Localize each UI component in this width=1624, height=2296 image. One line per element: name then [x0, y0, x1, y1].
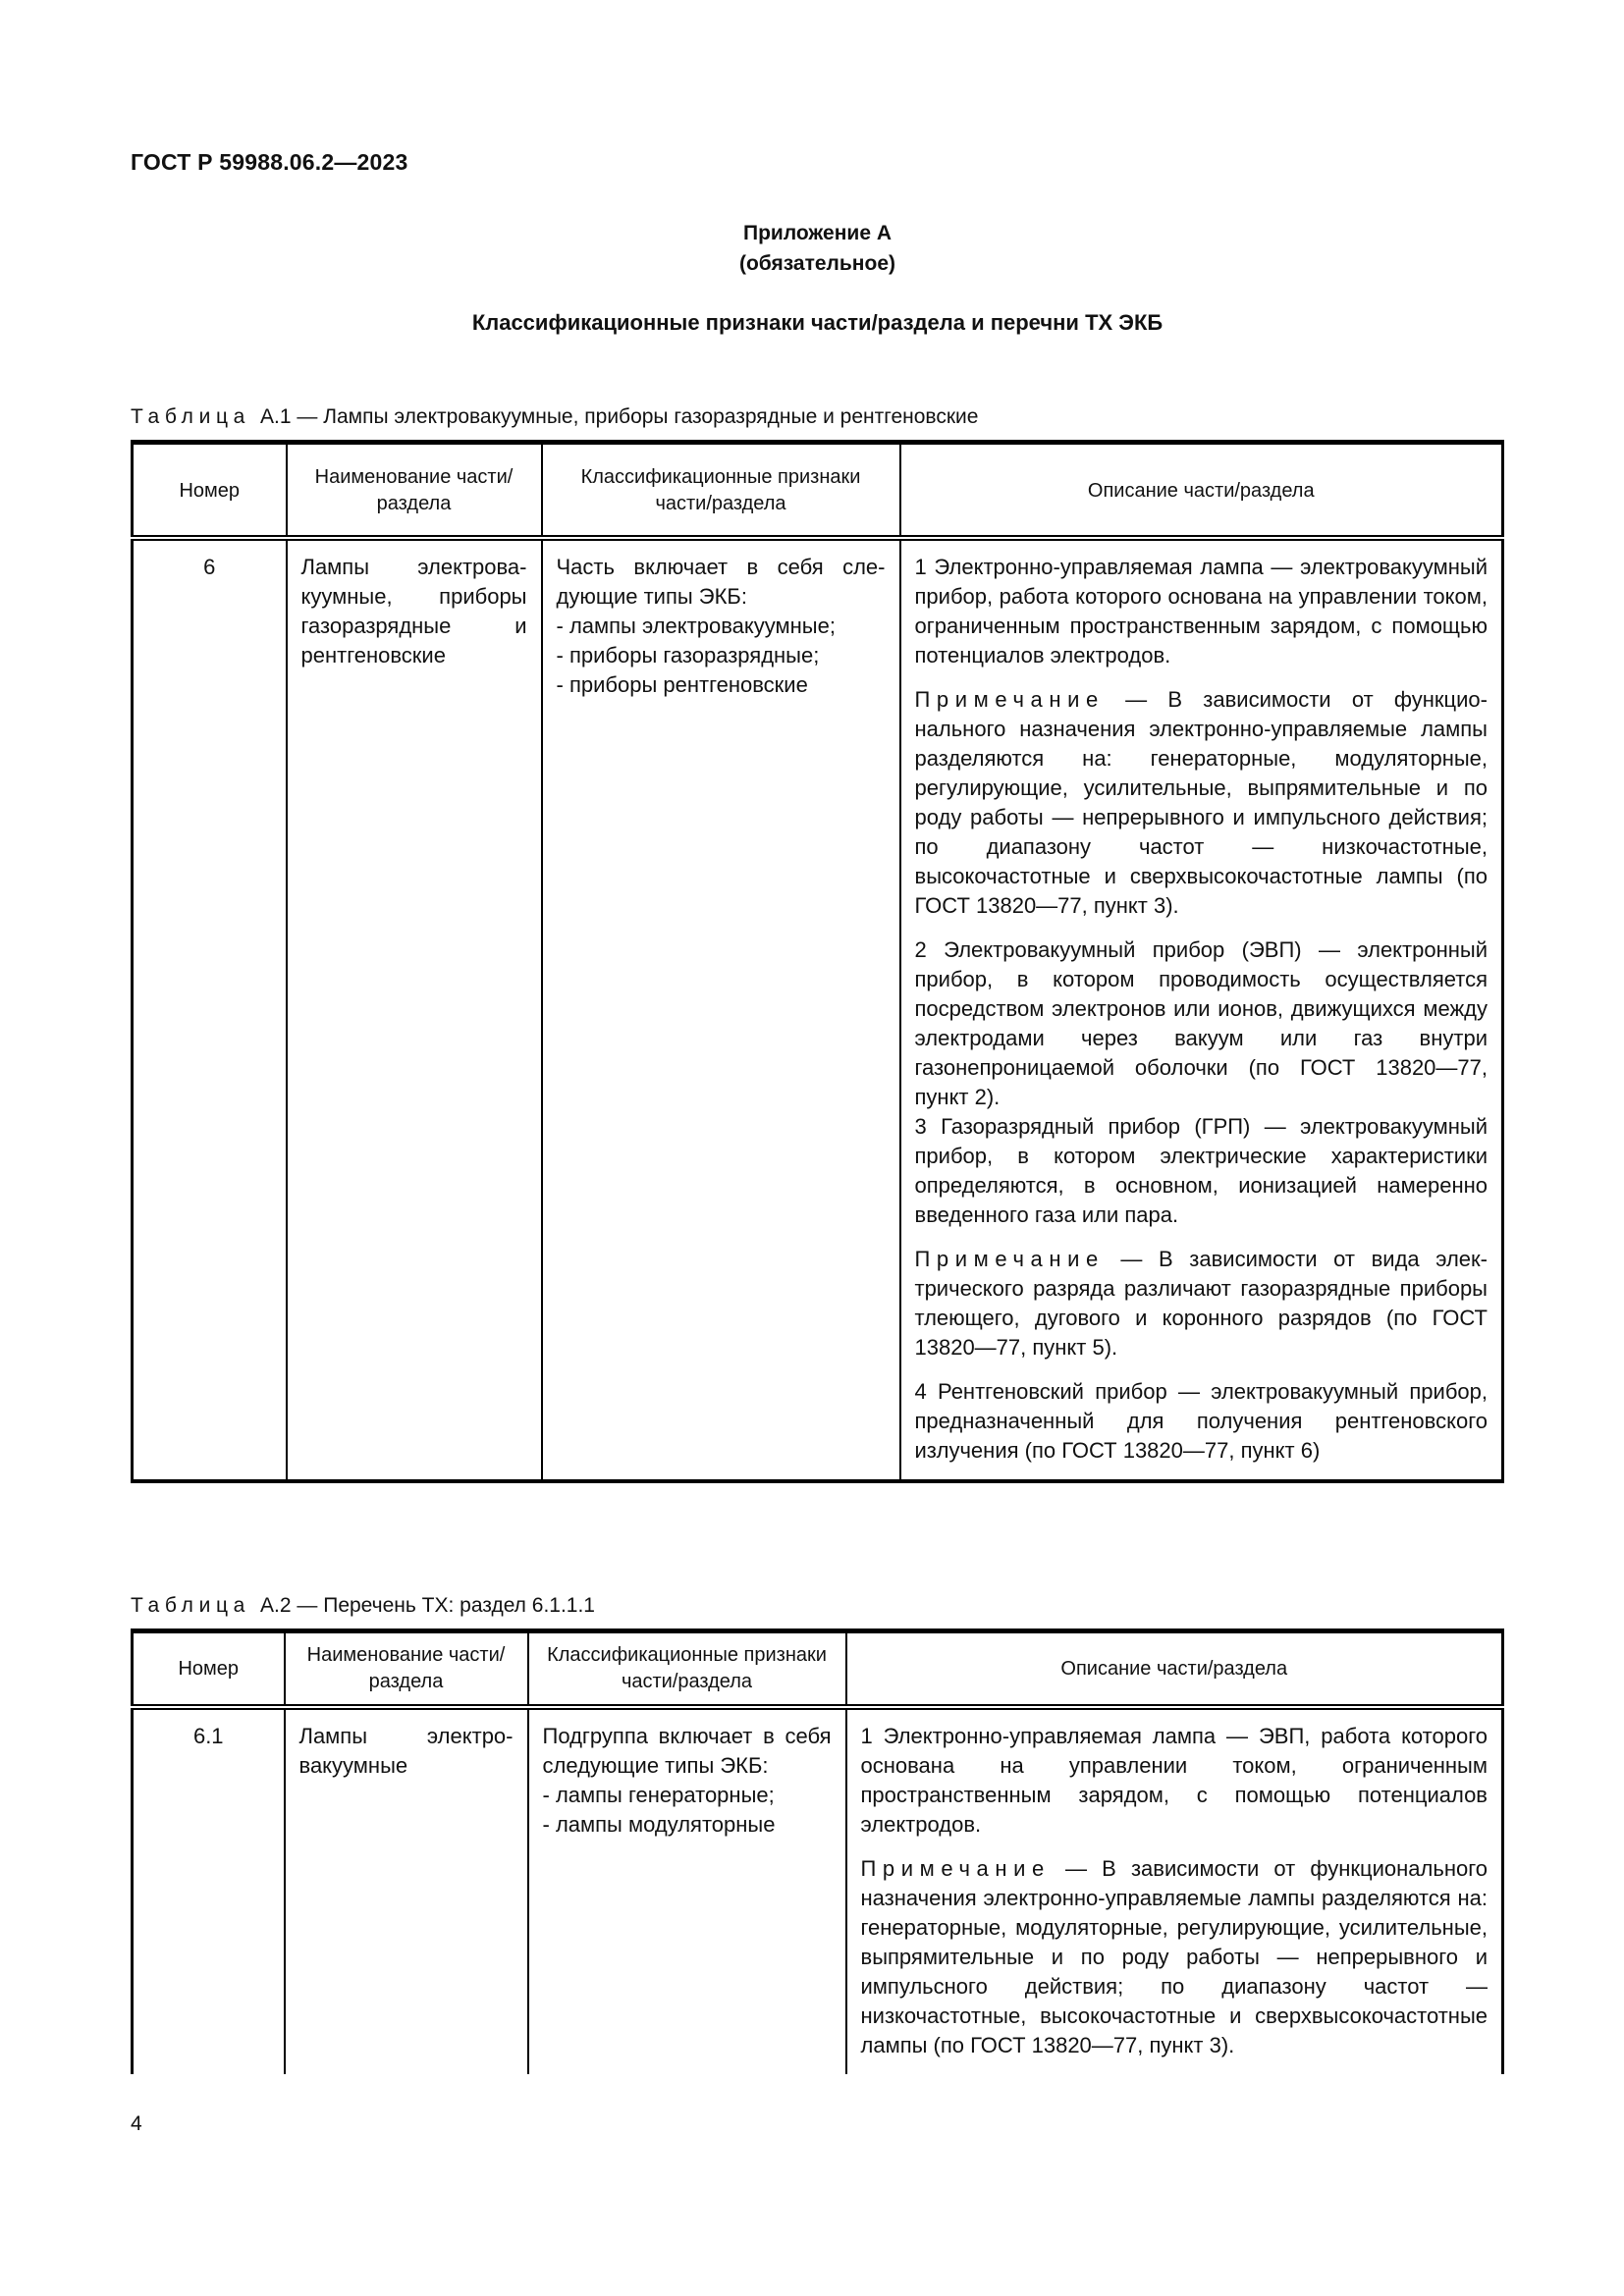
table-a2-caption	[131, 1591, 1504, 1621]
cell-features	[528, 1707, 846, 2074]
table-a2-caption-label: Таблица	[131, 1594, 251, 1617]
cell-name	[285, 1707, 528, 2074]
feature-line: - лампы модуляторные	[542, 1812, 776, 1837]
table-a2-row	[133, 1707, 1503, 2074]
note-paragraph: Примечание — В зависимости от вида электрического разряда различают газоразрядные приборы тлеющего, дугового и коронного разрядов (по ГОСТ 13820—77, пункт 5).	[914, 1247, 1488, 1360]
table-a2-caption-text: А.2 — Перечень ТХ: раздел 6.1.1.1	[260, 1594, 595, 1617]
table-a2	[131, 1629, 1504, 2074]
cell-name	[287, 538, 542, 1481]
note-label: Примечание	[914, 687, 1105, 712]
header-description: Описание части/раздела	[900, 443, 1503, 539]
cell-description	[900, 538, 1503, 1481]
table-a2-header-row	[133, 1631, 1503, 1708]
table-a1-caption-text: А.1 — Лампы электровакуумные, приборы газоразрядные и рентгеновские	[260, 405, 979, 428]
header-features: Классификационные признаки части/раздела	[542, 443, 900, 539]
header-number: Номер	[133, 443, 287, 539]
header-description: Описание части/раздела	[846, 1631, 1503, 1708]
note-paragraph: Примечание — В зависимости от функционального назначения электронно-управляемые лампы разделяются на: генераторные, модуляторные, регулирующие, усилительные, выпрямительные и по роду работы — непрерывного и импульсного действия; по диапазону частот — низкочастотные, высокочастотные и сверхвысокочастотные лампы (по ГОСТ 13820—77, пункт 3).	[914, 687, 1488, 918]
note-label: Примечание	[914, 1247, 1105, 1271]
cell-description	[846, 1707, 1503, 2074]
header-number: Номер	[133, 1631, 285, 1708]
header-name: Наименование части/раздела	[287, 443, 542, 539]
description-paragraph: 1 Электронно-управляемая лампа — ЭВП, работа которого основана на управлении током, ограниченным пространственным зарядом, с помощью потенциалов электродов.	[860, 1724, 1488, 1837]
feature-line: - приборы рентгеновские	[556, 672, 808, 697]
description-paragraph: 3 Газоразрядный прибор (ГРП) — электровакуумный прибор, в котором электрические характеристики определяются, в основном, ионизацией намеренно введенного газа или пара.	[914, 1114, 1488, 1227]
feature-line: - лампы генераторные;	[542, 1783, 775, 1807]
page-title: Классификационные признаки части/раздела и перечни ТХ ЭКБ	[471, 310, 1164, 335]
note-paragraph: Примечание — В зависимости от функционального назначения электронно-управляемые лампы разделяются на: генераторные, модуляторные, регулирующие, усилительные, выпрямительные и по роду работы — непрерывного и импульсного действия; по диапазону частот — низкочастотные, высокочастотные и сверхвысокочастотные лампы (по ГОСТ 13820—77, пункт 3).	[860, 1856, 1488, 2057]
header-features: Классификационные признаки части/раздела	[528, 1631, 846, 1708]
appendix-heading	[131, 218, 1504, 279]
cell-features	[542, 538, 900, 1481]
cell-name-text: Лампы электровакуумные, приборы газоразрядные и рентгеновские	[300, 555, 527, 667]
description-paragraph: 2 Электровакуумный прибор (ЭВП) — электронный прибор, в котором проводимость осуществляется посредством электронов или ионов, движущихся между электродами через вакуум или газ внутри газонепроницаемой оболочки (по ГОСТ 13820—77, пункт 2).	[914, 937, 1488, 1109]
description-paragraph: 4 Рентгеновский прибор — электровакуумный прибор, предназначенный для получения рентгеновского излучения (по ГОСТ 13820—77, пункт 6)	[914, 1379, 1488, 1463]
doc-number: ГОСТ Р 59988.06.2—2023	[131, 149, 408, 175]
cell-number: 6	[133, 538, 287, 1481]
note-label: Примечание	[860, 1856, 1051, 1881]
feature-line: - приборы газоразрядные;	[556, 643, 820, 667]
table-a1-row	[133, 538, 1503, 1481]
cell-number: 6.1	[133, 1707, 285, 2074]
description-paragraph: 1 Электронно-управляемая лампа — электровакуумный прибор, работа которого основана на управлении током, ограниченным пространственным зарядом, с помощью потенциалов электродов.	[914, 555, 1488, 667]
table-a1-header-row	[133, 443, 1503, 539]
feature-line: Часть включает в себя следующие типы ЭКБ:	[556, 555, 886, 609]
table-a1-caption-label: Таблица	[131, 405, 251, 428]
header-name: Наименование части/раздела	[285, 1631, 528, 1708]
cell-name-text: Лампы электровакуумные	[298, 1724, 514, 1778]
table-a1-caption	[131, 402, 1504, 432]
appendix-type: (обязательное)	[738, 252, 895, 275]
table-a1	[131, 440, 1504, 1483]
appendix-label: Приложение А	[742, 222, 892, 244]
feature-line: Подгруппа включает в себя следующие типы ЭКБ:	[542, 1724, 832, 1778]
feature-line: - лампы электровакуумные;	[556, 614, 836, 638]
page-number: 4	[131, 2112, 142, 2135]
